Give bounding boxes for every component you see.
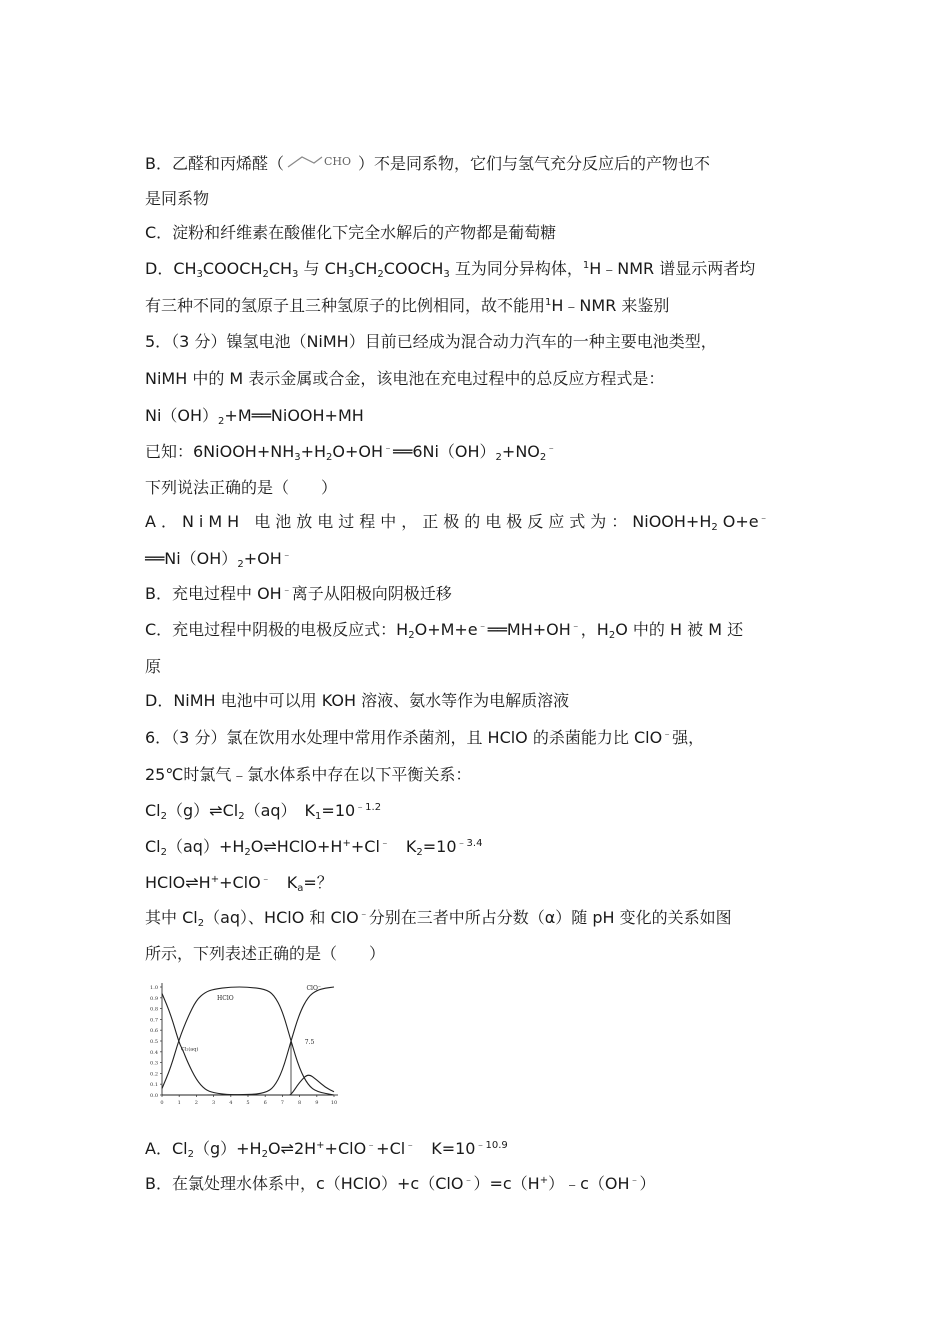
q6-opta-c: O⇌2H: [267, 1139, 317, 1158]
q4-optb-line2: 是同系物: [145, 189, 210, 208]
q6-equilibrium-3: HClO⇌H++ClO﹣ $K_a=$？: [145, 873, 333, 894]
q6-stem1b: 强，: [672, 728, 705, 747]
y-tick-label: 0.2: [150, 1071, 158, 1078]
q6-stem-line2: [145, 764, 471, 786]
y-tick-label: 0.0: [150, 1093, 158, 1099]
sub-a: a: [297, 883, 304, 894]
acrolein-structure-image: [284, 143, 358, 177]
q6-opta-f: K=10: [415, 1139, 476, 1158]
cl-2: Cl: [145, 837, 161, 856]
q5-option-c: C．充电过程中阴极的电极反应式：$H_2O+M+e^﹣══MH+OH^﹣$，$H_2O$ 中的 H 被 M 还: [145, 620, 744, 641]
q5-eq1a: Ni（OH）: [145, 406, 219, 425]
x-tick-label: 2: [194, 1100, 198, 1106]
q5-option-b: B．充电过程中 OH﹣离子从阳极向阴极迁移: [145, 584, 452, 603]
q6-eq2e: =10: [422, 837, 457, 856]
q5-optc-c: ══MH+OH: [487, 620, 571, 639]
q6-desc2: 所示，下列表述正确的是（ ）: [145, 944, 386, 963]
acrolein-label: CHO: [323, 155, 352, 168]
x-tick-label: 7: [280, 1100, 284, 1106]
q6-opta-e: +Cl: [376, 1139, 406, 1158]
sub-2: 2: [416, 847, 423, 858]
q5-question-text: 下列说法正确的是（ ）: [145, 478, 338, 497]
q5-optc-b: O+M+e: [414, 620, 478, 639]
q6-description-1: 其中 $Cl_2(aq)$、HClO 和 ClO﹣分别在三者中所占分数（α）随 pH 变化的关系如图: [145, 908, 732, 929]
q6-eq1b: （aq） K: [244, 801, 316, 820]
q4-optb-text-2: ）不是同系物，它们与氢气充分反应后的产物也不: [357, 154, 710, 173]
q5-known: 已知：$6NiOOH+NH_3+H_2O+OH^﹣══6Ni(OH)_2+NO_2^﹣$: [145, 442, 557, 463]
q5-opta-eq: NiOOH+H: [632, 512, 712, 531]
q6-eq2: （aq）+H: [167, 837, 245, 856]
q4-optb-text: B．乙醛和丙烯醛（: [145, 154, 284, 173]
q5-option-c-cont: [145, 656, 161, 678]
q5-known-a: 已知：6NiOOH+NH: [145, 442, 295, 461]
q4-option-c: [145, 222, 556, 244]
q4-option-d-cont: [145, 295, 669, 317]
cl-1: Cl: [145, 801, 161, 820]
y-tick-label: 0.1: [150, 1082, 158, 1089]
q6-stem1a: 6．（3 分）氯在饮用水处理中常用作杀菌剂，且 HClO 的杀菌能力比 ClO: [145, 728, 663, 747]
q6-equilibrium-1: $Cl_2(g)\rightleftharpoons Cl_2(aq)$ $K_1=10^{﹣1.2}$: [145, 801, 382, 822]
sub-1: 1: [315, 811, 322, 822]
q6-option-b: B．在氯处理水体系中，c（HClO）+c（ClO﹣）=c（H+）﹣c（OH﹣）: [145, 1174, 656, 1193]
annotation-7-5: 7.5: [304, 1039, 315, 1047]
q4-optd-nmr: H﹣NMR 谱显示两者均: [589, 259, 756, 278]
q5-optc-a: C．充电过程中阴极的电极反应式：H: [145, 620, 409, 639]
q6-option-a: A．$Cl_2(g)+H_2O\rightleftharpoons 2H^++ClO^﹣+Cl^﹣$ $K=10^{﹣10.9}$: [145, 1139, 508, 1160]
clo-label: ClO⁻: [306, 985, 322, 993]
q5-optc-e: O 中的 H 被 M 还: [615, 620, 744, 639]
y-tick-label: 0.6: [150, 1028, 158, 1035]
q4-optd-line2a: 有三种不同的氢原子且三种氢原子的比例相同，故不能用: [145, 296, 546, 315]
q5-known-b: +H: [300, 442, 327, 461]
q5-known-c: O+OH: [332, 442, 384, 461]
y-tick-label: 0.7: [150, 1017, 158, 1024]
q6-eq3b: +ClO: [219, 873, 261, 892]
q6-opta-b: （g）+H: [193, 1139, 262, 1158]
q5-opta-eq2: O+e: [722, 512, 759, 531]
q6-eq1: （g）⇌Cl: [167, 801, 239, 820]
q4-optd-mid: 与: [303, 259, 320, 278]
q6-description-2: [145, 943, 385, 965]
q4-optd-prefix: D．: [145, 259, 174, 278]
cl2aq-label: Cl₂(aq): [180, 1046, 199, 1053]
q6-eq2c: +Cl: [350, 837, 380, 856]
x-tick-label: 1: [177, 1100, 181, 1106]
q4-option-b: [145, 143, 710, 177]
q6-eq2b: O⇌HClO+H: [250, 837, 343, 856]
q5-opta-2a: ══Ni（OH）: [145, 549, 238, 568]
series-line-3: [288, 1075, 334, 1095]
q6-eq3a: HClO⇌H: [145, 873, 211, 892]
x-tick-label: 5: [246, 1100, 250, 1106]
q6-optb-c: ）﹣c（OH: [548, 1174, 630, 1193]
sup-1b: 1: [545, 297, 552, 308]
q5-option-a-cont: $══Ni(OH)_2+OH^﹣$: [145, 549, 292, 570]
sup-1: 1: [582, 260, 590, 271]
q5-optc-line2: 原: [145, 657, 162, 676]
q6-desc1b: （aq）、HClO 和 ClO: [204, 908, 359, 927]
q5-known-d: ══6Ni（OH）: [393, 442, 496, 461]
q6-optb-d: ）: [639, 1174, 656, 1193]
q5-equation-1: $Ni(OH)_2+M══NiOOH+MH$: [145, 406, 364, 427]
y-tick-label: 0.9: [150, 995, 158, 1002]
q4-option-d: D．$CH_3COOCH_2CH_3$ 与 $CH_3CH_2COOCH_3$ 互为同分异构体，$^1$H﹣NMR 谱显示两者均: [145, 259, 756, 280]
y-tick-label: 0.3: [150, 1060, 158, 1067]
q5-eq1b: +M══NiOOH+MH: [224, 406, 364, 425]
q6-opta-d: +ClO: [324, 1139, 367, 1158]
q5-stem-line2: [145, 368, 664, 390]
q6-eq2-exp: ﹣3.4: [456, 838, 483, 849]
q5-stem-line1: [145, 331, 717, 353]
q6-desc1c: 分别在三者中所占分数（α）随 pH 变化的关系如图: [368, 908, 732, 927]
q5-known-e: +NO: [501, 442, 540, 461]
q6-eq2d: K: [389, 837, 417, 856]
x-tick-label: 0: [160, 1100, 164, 1106]
x-tick-label: 6: [263, 1100, 267, 1106]
q6-eq3c: K: [270, 873, 298, 892]
q5-option-d: [145, 690, 569, 712]
x-tick-label: 8: [298, 1100, 302, 1106]
q4-optc-text: C．淀粉和纤维素在酸催化下完全水解后的产物都是葡萄糖: [145, 223, 557, 242]
x-tick-label: 4: [229, 1100, 233, 1106]
y-tick-label: 0.4: [150, 1049, 158, 1056]
q6-equilibrium-2: $Cl_2(aq)+H_2O\rightleftharpoons HClO+H^++Cl^﹣$ $K_2=10^{﹣3.4}$: [145, 837, 483, 858]
q4-optd-line2b: H﹣NMR 来鉴别: [551, 296, 670, 315]
q6-stem-line1: 6．（3 分）氯在饮用水处理中常用作杀菌剂，且 HClO 的杀菌能力比 ClO﹣强，: [145, 728, 705, 747]
q6-stem2: 25℃时氯气﹣氯水体系中存在以下平衡关系：: [145, 765, 472, 784]
x-tick-label: 10: [330, 1100, 338, 1106]
q4-optd-tail: 互为同分异构体，: [454, 259, 583, 278]
hclo-label: HClO: [217, 994, 234, 1002]
q5-optb-a: B．充电过程中 OH: [145, 584, 282, 603]
q6-eq1c: =10: [321, 801, 356, 820]
q6-optb-a: B．在氯处理水体系中，c（HClO）+c（ClO: [145, 1174, 464, 1193]
q6-opta-exp: ﹣10.9: [475, 1140, 508, 1151]
q5-stem2: NiMH 中的 M 表示金属或合金，该电池在充电过程中的总反应方程式是：: [145, 369, 665, 388]
q4-option-b-cont: [145, 188, 209, 210]
x-tick-label: 9: [315, 1100, 319, 1106]
q5-option-a: A．NiMH 电池放电过程中，正极的电极反应式为：$NiOOH+H_2O+e^﹣$: [145, 512, 774, 533]
q5-stem1: 5．（3 分）镍氢电池（NiMH）目前已经成为混合动力汽车的一种主要电池类型，: [145, 332, 717, 351]
q5-optc-d: ，H: [580, 620, 609, 639]
q5-question: [145, 477, 337, 499]
y-tick-label: 0.5: [150, 1039, 158, 1045]
q5-opta-text: A．NiMH 电池放电过程中，正极的电极反应式为：: [145, 512, 633, 531]
q6-desc1a: 其中 Cl: [145, 908, 198, 927]
q5-opta-2b: +OH: [243, 549, 282, 568]
q6-optb-b: ）=c（H: [473, 1174, 540, 1193]
q6-eq3d: =？: [303, 873, 333, 892]
y-tick-label: 0.8: [150, 1006, 158, 1013]
q6-opta-a: A．Cl: [145, 1139, 188, 1158]
q5-optb-b: 离子从阳极向阴极迁移: [291, 584, 452, 603]
x-tick-label: 3: [212, 1100, 216, 1106]
fraction-vs-ph-chart: [142, 975, 347, 1107]
y-tick-label: 1.0: [150, 985, 158, 991]
q6-eq1-exp: ﹣1.2: [355, 802, 382, 813]
q5-optd-text: D．NiMH 电池中可以用 KOH 溶液、氨水等作为电解质溶液: [145, 691, 570, 710]
